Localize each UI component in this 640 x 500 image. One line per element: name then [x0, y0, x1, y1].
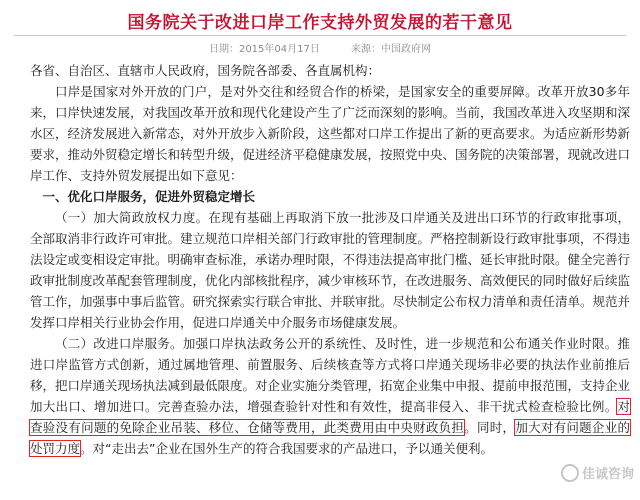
section-heading-1: 一、优化口岸服务，促进外贸稳定增长: [42, 189, 256, 204]
page-title: 国务院关于改进口岸工作支持外贸发展的若干意见: [127, 13, 513, 33]
highlight-box-2: 加大对有问题企业的处罚力度: [30, 420, 630, 456]
article-meta: [0, 40, 640, 55]
publish-date: 日期：2015年04月17日: [208, 44, 320, 55]
article-body: [30, 60, 630, 459]
item-2-label: （二）改进口岸服务。: [55, 336, 183, 351]
item-1-paragraph: [30, 207, 630, 333]
source-label: 来源：中国政府网: [351, 44, 432, 55]
item-2-paragraph: [30, 333, 630, 459]
item-1-text: 在现有基础上再取消下放一批涉及口岸通关及进出口环节的行政审批事项，全部取消非行政许可审批。建立规范口岸相关部门行政审批的管理制度。严格控制新设行政审批事项，不得违法设定或变相设定审批。明确审查标准，承诺办理时限，不得违法提高审批门槛、延长审批时限。健全完善行政审批制度改革配套管理制度，优化内部核批程序，减少审核环节，在改进服务、高效便民的同时做好后续监管工作，加强事中事后监管。研究探索实行联合审批、并联审批。尽快制定公布权力清单和责任清单。规范并发挥口岸相关行业协会作用，促进口岸通关中介服务市场健康发展。: [30, 210, 631, 330]
highlight-box-1: 对查验没有问题的免除企业吊装、移位、仓储等费用，此类费用由中央财政负担: [30, 399, 630, 435]
item-2-text-mid: 。同时，: [464, 420, 516, 435]
salutation: 各省、自治区、直辖市人民政府，国务院各部委、各直属机构：: [30, 63, 381, 78]
item-2-text-before: 加强口岸执法政务公开的系统性、及时性，进一步规范和公布通关作业时限。推进口岸监管方式创新，通过属地管理、前置服务、后续核查等方式将口岸通关现场非必要的执法作业前推后移，把口岸通关现场执法减到最低限度。对企业实施分类管理，拓宽企业集中申报、提前申报范围，支持企业加大出口、增加进口。完善查验办法，增强查验针对性和有效性，提高非侵入、非干扰式检查检验比例。: [30, 336, 631, 414]
title-divider: [14, 35, 626, 36]
item-1-label: （一）加大简政放权力度。: [55, 210, 209, 225]
watermark-text: 佳诚咨询: [581, 467, 634, 482]
wechat-logo-icon: [561, 464, 579, 482]
watermark: [561, 463, 634, 482]
intro-paragraph: 口岸是国家对外开放的门户，是对外交往和经贸合作的桥梁，是国家安全的重要屏障。改革开放30多年来，口岸快速发展，对我国改革开放和现代化建设产生了广泛而深刻的影响。当前，我国改革进入攻坚期和深水区，经济发展进入新常态，对外开放步入新阶段，这些都对口岸工作提出了新的更高要求。为适应新形势新要求，推动外贸稳定增长和转型升级，促进经济平稳健康发展，按照党中央、国务院的决策部署，现就改进口岸工作、支持外贸发展提出如下意见：: [30, 84, 631, 183]
item-2-text-after: 。对“走出去”企业在国外生产的符合我国要求的产品进口，予以通关便利。: [80, 441, 493, 456]
